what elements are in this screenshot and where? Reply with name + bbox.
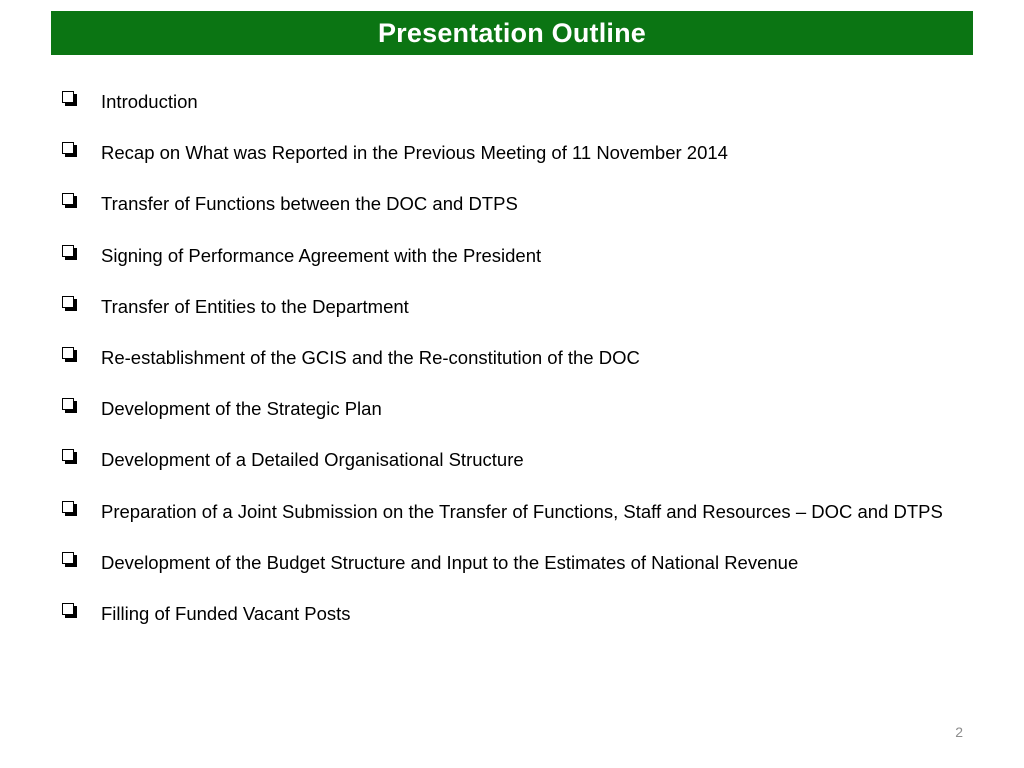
square-bullet-icon bbox=[62, 552, 77, 567]
list-item bbox=[62, 86, 982, 137]
list-item bbox=[62, 342, 982, 393]
list-item bbox=[62, 444, 982, 495]
list-item-label: Transfer of Entities to the Department bbox=[101, 295, 409, 317]
list-item-label: Development of a Detailed Organisational Structure bbox=[101, 449, 524, 471]
square-bullet-icon bbox=[62, 398, 77, 413]
list-item-label: Recap on What was Reported in the Previous Meeting of 11 November 2014 bbox=[101, 142, 728, 164]
square-bullet-icon bbox=[62, 296, 77, 311]
outline-list bbox=[62, 86, 982, 649]
page-number: 2 bbox=[955, 724, 963, 740]
list-item-label: Re-establishment of the GCIS and the Re-constitution of the DOC bbox=[101, 346, 640, 368]
list-item-label: Development of the Budget Structure and Input to the Estimates of National Revenue bbox=[101, 551, 799, 573]
square-bullet-icon bbox=[62, 603, 77, 618]
list-item bbox=[62, 496, 982, 547]
square-bullet-icon bbox=[62, 449, 77, 464]
list-item-label: Preparation of a Joint Submission on the Transfer of Functions, Staff and Resources – DOC and DTPS bbox=[101, 500, 943, 522]
list-item-label: Development of the Strategic Plan bbox=[101, 398, 382, 420]
list-item bbox=[62, 598, 982, 649]
square-bullet-icon bbox=[62, 91, 77, 106]
square-bullet-icon bbox=[62, 193, 77, 208]
square-bullet-icon bbox=[62, 245, 77, 260]
list-item bbox=[62, 137, 982, 188]
list-item bbox=[62, 291, 982, 342]
list-item-label: Introduction bbox=[101, 91, 198, 112]
title-bar bbox=[51, 11, 973, 55]
list-item-label: Transfer of Functions between the DOC and DTPS bbox=[101, 193, 518, 215]
list-item bbox=[62, 240, 982, 291]
list-item bbox=[62, 393, 982, 444]
square-bullet-icon bbox=[62, 347, 77, 362]
slide-title: Presentation Outline bbox=[377, 17, 647, 48]
list-item-label: Signing of Performance Agreement with the President bbox=[101, 244, 542, 266]
list-item bbox=[62, 547, 982, 598]
list-item bbox=[62, 188, 982, 239]
list-item-label: Filling of Funded Vacant Posts bbox=[101, 602, 351, 624]
square-bullet-icon bbox=[62, 501, 77, 516]
square-bullet-icon bbox=[62, 142, 77, 157]
